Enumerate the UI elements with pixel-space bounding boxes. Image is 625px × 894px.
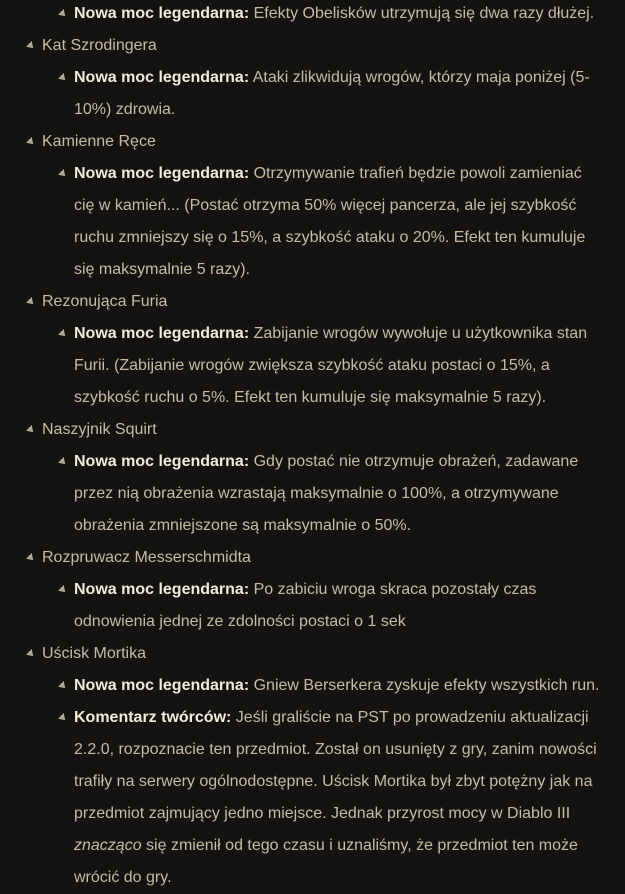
legendary-power-label: Nowa moc legendarna: bbox=[74, 5, 250, 22]
powers-list bbox=[42, 158, 625, 286]
bullet-icon bbox=[58, 9, 68, 19]
power-entry bbox=[42, 0, 625, 30]
dev-comment-text-end: się zmienił od tego czasu i uznaliśmy, że przedmiot ten może wrócić do gry. bbox=[74, 837, 578, 886]
power-entry bbox=[42, 318, 625, 414]
legendary-power-label: Nowa moc legendarna: bbox=[74, 453, 250, 470]
legendary-power-label: Nowa moc legendarna: bbox=[74, 325, 250, 342]
bullet-icon bbox=[26, 137, 36, 147]
powers-list bbox=[42, 574, 625, 638]
powers-list bbox=[42, 446, 625, 542]
bullet-icon bbox=[26, 297, 36, 307]
item-name: Kat Szrodingera bbox=[42, 37, 157, 54]
power-description: Po zabiciu wroga skraca pozostały czas odnowienia jednej ze zdolności postaci o 1 sek bbox=[74, 581, 537, 630]
dev-comment-label: Komentarz twórców: bbox=[74, 709, 232, 726]
bullet-icon bbox=[58, 681, 68, 691]
item-name: Rezonująca Furia bbox=[42, 293, 168, 310]
bullet-icon bbox=[58, 713, 68, 723]
power-description: Gdy postać nie otrzymuje obrażeń, zadawane przez nią obrażenia wzrastają maksymalnie o 100%, a otrzymywane obrażenia zmniejszone są maksymalnie o 50%. bbox=[74, 453, 579, 534]
bullet-icon bbox=[58, 169, 68, 179]
bullet-icon bbox=[26, 425, 36, 435]
power-description: Gniew Berserkera zyskuje efekty wszystkich run. bbox=[249, 677, 600, 694]
item-name: Rozpruwacz Messerschmidta bbox=[42, 549, 251, 566]
powers-list bbox=[42, 62, 625, 126]
list-item bbox=[0, 542, 625, 638]
list-item bbox=[0, 638, 625, 894]
bullet-icon bbox=[58, 73, 68, 83]
powers-list bbox=[42, 318, 625, 414]
list-item bbox=[0, 126, 625, 286]
bullet-icon bbox=[26, 41, 36, 51]
power-entry bbox=[42, 62, 625, 126]
item-name: Uścisk Mortika bbox=[42, 645, 147, 662]
power-entry bbox=[42, 670, 625, 702]
power-description: Ataki zlikwidują wrogów, którzy maja poniżej (5-10%) zdrowia. bbox=[74, 69, 590, 118]
list-item bbox=[0, 0, 625, 30]
legendary-power-label: Nowa moc legendarna: bbox=[74, 581, 250, 598]
legendary-power-label: Nowa moc legendarna: bbox=[74, 69, 250, 86]
list-item bbox=[0, 30, 625, 126]
bullet-icon bbox=[26, 649, 36, 659]
dev-comment-entry bbox=[42, 702, 625, 894]
bullet-icon bbox=[58, 585, 68, 595]
bullet-icon bbox=[58, 457, 68, 467]
powers-list bbox=[42, 670, 625, 894]
power-entry bbox=[42, 574, 625, 638]
dev-comment-text-start: Jeśli graliście na PST po prowadzeniu aktualizacji 2.2.0, rozpoznacie ten przedmiot. Został on usunięty z gry, zanim nowości trafiły na serwery ogólnodostępne. Uścisk Mortika był zbyt potężny jak na przedmiot zajmujący jedno miejsce. Jednak przyrost mocy w Diablo III bbox=[74, 709, 597, 822]
legendary-power-label: Nowa moc legendarna: bbox=[74, 677, 250, 694]
powers-list bbox=[42, 0, 625, 30]
power-entry bbox=[42, 446, 625, 542]
bullet-icon bbox=[58, 329, 68, 339]
dev-comment-emphasis: znacząco bbox=[74, 837, 142, 854]
list-item bbox=[0, 414, 625, 542]
list-item bbox=[0, 286, 625, 414]
legendary-power-label: Nowa moc legendarna: bbox=[74, 165, 250, 182]
item-name: Kamienne Ręce bbox=[42, 133, 156, 150]
item-name: Naszyjnik Squirt bbox=[42, 421, 157, 438]
power-description: Efekty Obelisków utrzymują się dwa razy dłużej. bbox=[249, 5, 595, 22]
power-description: Otrzymywanie trafień będzie powoli zamieniać cię w kamień... (Postać otrzyma 50% więcej pancerza, ale jej szybkość ruchu zmniejszy się o 15%, a szybkość ataku o 20%. Efekt ten kumuluje się maksymalnie 5 razy). bbox=[74, 165, 586, 278]
bullet-icon bbox=[26, 553, 36, 563]
power-entry bbox=[42, 158, 625, 286]
power-description: Zabijanie wrogów wywołuje u użytkownika stan Furii. (Zabijanie wrogów zwiększa szybkość ataku postaci o 15%, a szybkość ruchu o 5%. Efekt ten kumuluje się maksymalnie 5 razy). bbox=[74, 325, 588, 406]
